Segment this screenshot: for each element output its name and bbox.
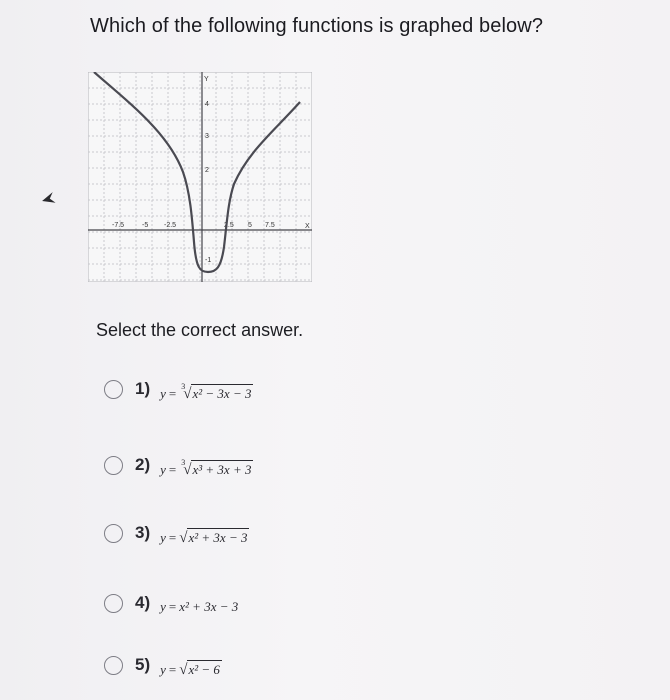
radio-button-icon[interactable] <box>104 380 123 399</box>
answer-choice-5[interactable] <box>104 650 222 680</box>
question-title: Which of the following functions is graphed below? <box>90 15 544 37</box>
x-tick-label: 7.5 <box>265 222 275 229</box>
mouse-cursor-icon <box>38 190 58 210</box>
choice-equation: y = 3 √ x² − 3x − 3 <box>160 382 252 402</box>
radical-sign-icon: √ <box>179 662 188 678</box>
choice-number: 5) <box>135 655 151 674</box>
choice-equation: y = 3 √ x³ + 3x + 3 <box>160 458 252 478</box>
radical-sign-icon: √ <box>179 530 188 546</box>
radical-sign-icon: √ <box>183 386 192 402</box>
radical-sign-icon: √ <box>183 462 192 478</box>
x-tick-label: -5 <box>142 222 149 229</box>
radio-button-icon[interactable] <box>104 524 123 543</box>
choice-number: 2) <box>135 455 151 474</box>
answer-choice-1[interactable] <box>104 374 253 404</box>
square-root: √ x² + 3x − 3 <box>179 530 248 546</box>
y-tick-label: 2 <box>205 167 209 174</box>
x-axis-label: X <box>305 223 310 230</box>
answer-choice-4[interactable] <box>104 588 238 618</box>
radio-button-icon[interactable] <box>104 656 123 675</box>
choice-equation: y = x² + 3x − 3 <box>160 599 239 614</box>
function-graph <box>88 72 312 282</box>
x-tick-label: 5 <box>248 222 252 229</box>
choice-number: 4) <box>135 593 151 612</box>
answer-choice-3[interactable] <box>104 518 249 548</box>
choice-number: 3) <box>135 523 151 542</box>
choice-number: 1) <box>135 379 151 398</box>
y-tick-label: 3 <box>205 133 209 140</box>
y-tick-label: -1 <box>205 257 212 264</box>
square-root: √ x² − 6 <box>179 662 220 678</box>
x-tick-label: -7.5 <box>112 222 125 229</box>
cube-root: 3 √ x³ + 3x + 3 <box>181 458 252 478</box>
y-tick-label: 4 <box>205 101 209 108</box>
radio-button-icon[interactable] <box>104 456 123 475</box>
y-axis-label: Y <box>204 76 209 83</box>
answer-choice-2[interactable] <box>104 450 253 480</box>
choice-equation: y = √ x² − 6 <box>160 662 220 678</box>
prompt-text: Select the correct answer. <box>96 320 304 340</box>
radio-button-icon[interactable] <box>104 594 123 613</box>
x-tick-label: -2.5 <box>164 222 177 229</box>
cube-root: 3 √ x² − 3x − 3 <box>181 382 252 402</box>
choice-equation: y = √ x² + 3x − 3 <box>160 530 248 546</box>
x-tick-label: 2.5 <box>224 222 234 229</box>
